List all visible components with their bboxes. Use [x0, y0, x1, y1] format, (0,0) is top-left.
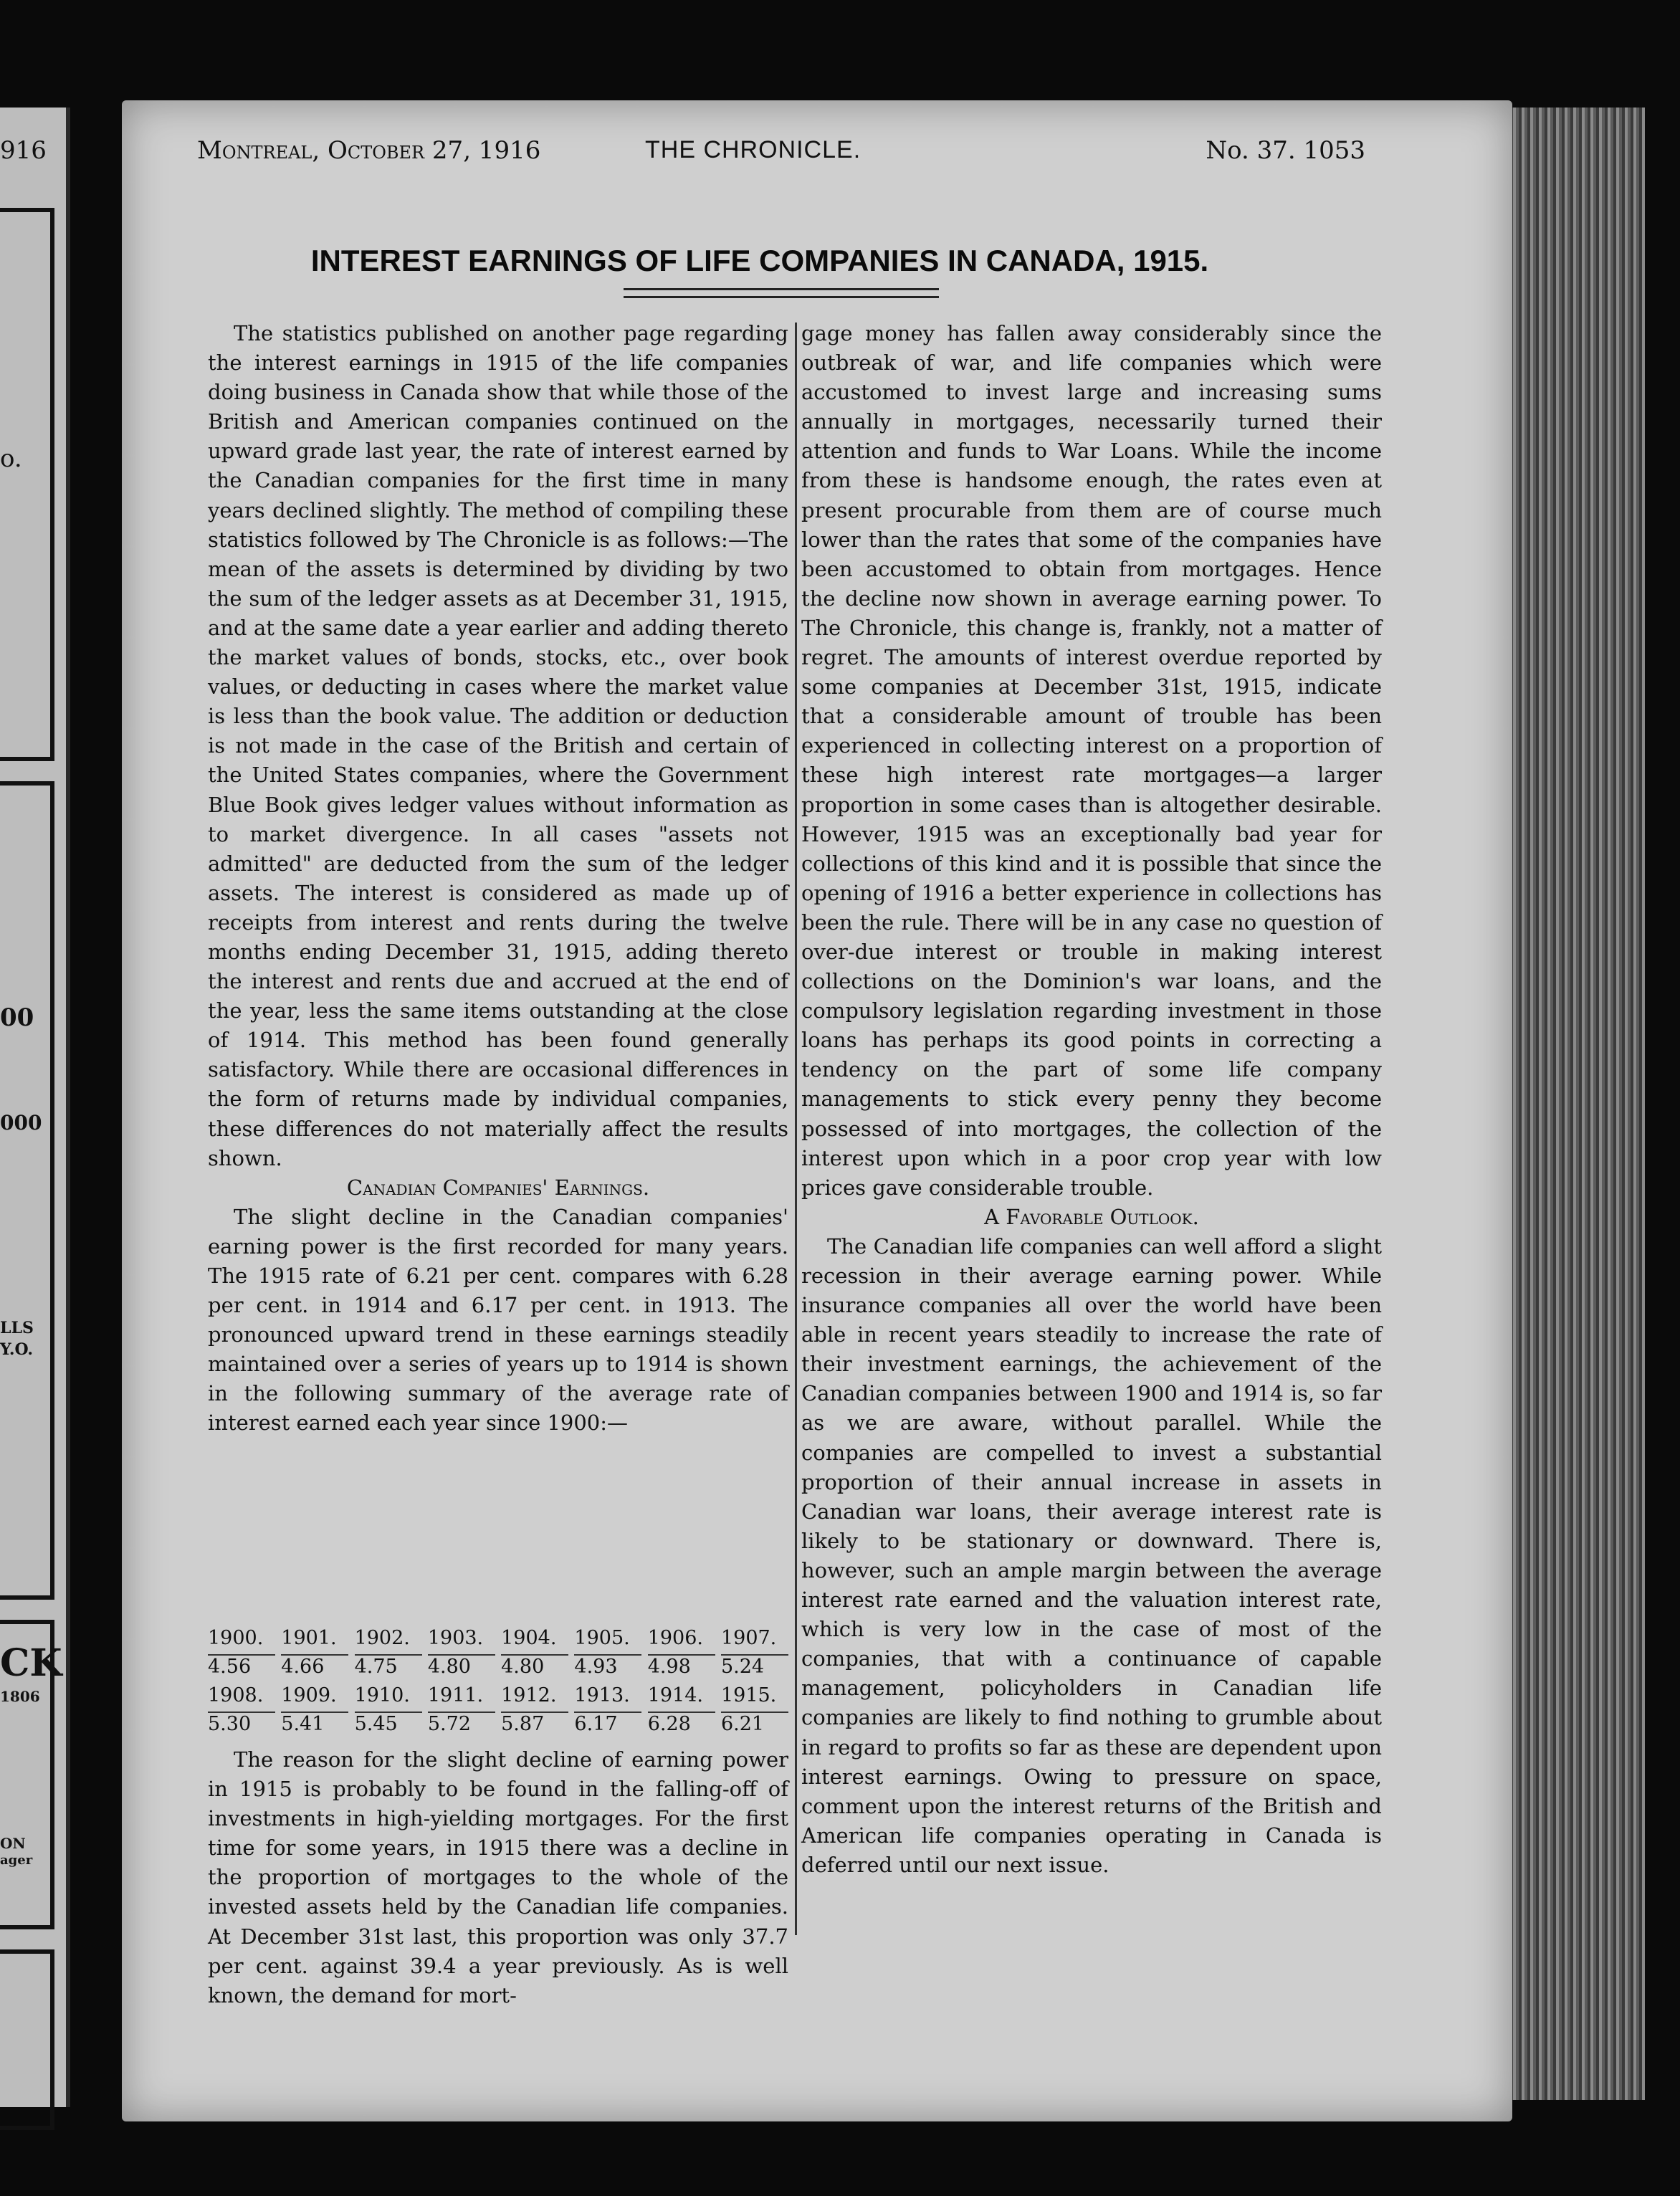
subhead-favorable-outlook: A Favorable Outlook. — [984, 1204, 1199, 1229]
left-frag-text-00: 00 — [0, 1003, 34, 1032]
subhead-canadian-earnings: Canadian Companies' Earnings. — [346, 1175, 650, 1200]
rate-cell: 4.66 — [281, 1656, 325, 1678]
running-header — [197, 136, 1365, 172]
year-cell: 1908. — [208, 1684, 275, 1713]
rates-years-row-2 — [208, 1684, 788, 1713]
left-frag-text-o: o. — [0, 444, 22, 473]
left-frag-page-number: 916 — [0, 136, 47, 165]
rates-years-row-1 — [208, 1627, 788, 1656]
year-cell: 1912. — [501, 1684, 568, 1713]
year-cell: 1915. — [721, 1684, 788, 1713]
year-cell: 1907. — [721, 1627, 788, 1656]
rate-cell: 6.21 — [720, 1713, 765, 1735]
left-frag-box-4 — [0, 1949, 54, 2130]
year-cell: 1911. — [428, 1684, 495, 1713]
book-page-edges — [1502, 108, 1645, 2100]
rate-cell: 4.56 — [208, 1656, 252, 1678]
rate-cell: 4.80 — [501, 1656, 545, 1678]
newspaper-page — [122, 100, 1512, 2121]
left-frag-box-2 — [0, 781, 54, 1600]
year-cell: 1903. — [428, 1627, 495, 1656]
rate-cell: 5.45 — [354, 1713, 398, 1735]
year-cell: 1902. — [355, 1627, 422, 1656]
year-cell: 1914. — [648, 1684, 715, 1713]
left-paragraph-1: The statistics published on another page regarding the interest earnings in 1915 of the life companies doing business in Canada show that while those of the British and American companies continued on the upward grade last year, the rate of interest earned by the Canadian companies for the first time in many years declined slightly. The method of compiling these statistics followed by The Chronicle is as follows:—The mean of the assets is determined by dividing by two the sum of the ledger assets as at December 31, 1915, and at the same date a year earlier and adding thereto the market values of bonds, stocks, etc., over book values, or deducting in cases where the market value is less than the book value. The addition or deduction is not made in the case of the British and certain of the United States companies, where the Government Blue Book gives ledger values without information as to market divergence. In all cases "assets not admitted" are deducted from the sum of the ledger assets. The interest is considered as made up of receipts from interest and rents during the twelve months ending December 31, 1915, adding thereto the interest and rents due and accrued at the end of the year, less the same items outstanding at the close of 1914. This method has been found generally satisfactory. While there are occasional differences in the form of returns made by individual companies, these differences do not materially affect the results shown. — [208, 321, 788, 1170]
header-publication: THE CHRONICLE. — [645, 136, 862, 163]
rate-cell: 6.28 — [647, 1713, 691, 1735]
rate-cell: 5.24 — [720, 1656, 765, 1678]
rates-values-row-1 — [208, 1656, 788, 1684]
left-paragraph-3: The reason for the slight decline of earning power in 1915 is probably to be found in the falling-off of investments in high-yielding mortgages. For the first time for some years, in 1915 there was a decline in the proportion of mortgages to the whole of the invested assets held by the Canadian life companies. At December 31st last, this proportion was only 37.7 per cent. against 39.4 a year previously. As is well known, the demand for mort- — [208, 1747, 788, 2008]
facing-page-fragment — [0, 108, 70, 2107]
rate-cell: 6.17 — [574, 1713, 618, 1735]
year-cell: 1900. — [208, 1627, 275, 1656]
year-cell: 1910. — [355, 1684, 422, 1713]
left-frag-box-1 — [0, 208, 54, 761]
year-cell: 1906. — [648, 1627, 715, 1656]
header-dateline: Montreal, October 27, 1916 — [197, 136, 541, 165]
rate-cell: 4.75 — [354, 1656, 398, 1678]
rate-cell: 5.30 — [208, 1713, 252, 1735]
rate-cell: 5.72 — [427, 1713, 471, 1735]
left-frag-text-ager: ager — [0, 1853, 33, 1868]
left-frag-text-yo: Y.O. — [0, 1340, 34, 1359]
right-paragraph-2: The Canadian life companies can well afford a slight recession in their average earning power. While insurance companies all over the world have been able in recent years steadily to increase the rate of their investment earnings, the achievement of the Canadian companies between 1900 and 1914 is, so far as we are aware, without parallel. While the companies are compelled to invest a substantial proportion of their annual increase in assets in Canadian war loans, their average interest rate is likely to be stationary or downward. There is, however, such an ample margin between the average interest rate earned and the valuation interest rate, which is very low in the case of most of the companies, that with a continuance of capable management, policyholders in Canadian life companies are likely to find nothing to grumble about in regard to profits so far as these are dependent upon interest earnings. Owing to pressure on space, comment upon the interest returns of the British and American life companies operating in Canada is deferred until our next issue. — [801, 1233, 1382, 1877]
year-cell: 1909. — [281, 1684, 348, 1713]
left-frag-text-000: 000 — [0, 1111, 42, 1135]
left-frag-text-on: ON — [0, 1835, 26, 1852]
year-cell: 1905. — [574, 1627, 641, 1656]
rate-cell: 5.87 — [501, 1713, 545, 1735]
interest-rate-table — [208, 1627, 788, 1742]
year-cell: 1904. — [501, 1627, 568, 1656]
left-frag-text-ck: CK — [0, 1641, 62, 1685]
year-cell: 1901. — [281, 1627, 348, 1656]
left-frag-text-1806: 1806 — [0, 1688, 40, 1705]
rate-cell: 5.41 — [281, 1713, 325, 1735]
header-issue-page: No. 37. 1053 — [1206, 136, 1365, 165]
right-column — [801, 319, 1382, 1880]
article-title: INTEREST EARNINGS OF LIFE COMPANIES IN CANADA, 1915. — [310, 244, 1209, 277]
left-column — [208, 319, 788, 1438]
title-rule — [624, 288, 939, 298]
column-rule — [795, 323, 797, 1935]
rate-cell: 4.80 — [427, 1656, 471, 1678]
rates-values-row-2 — [208, 1713, 788, 1742]
rate-cell: 4.98 — [647, 1656, 691, 1678]
rate-cell: 4.93 — [574, 1656, 618, 1678]
left-frag-text-lls: LLS — [0, 1319, 34, 1337]
year-cell: 1913. — [574, 1684, 641, 1713]
right-paragraph-1: gage money has fallen away considerably since the outbreak of war, and life companies which were accustomed to invest large and increasing sums annually in mortgages, necessarily turned their attention and funds to War Loans. While the income from these is handsome enough, the rates even at present procurable from them are of course much lower than the rates that some of the companies have been accustomed to obtain from mortgages. Hence the decline now shown in average earning power. To The Chronicle, this change is, frankly, not a matter of regret. The amounts of interest overdue reported by some companies at December 31st, 1915, indicate that a considerable amount of trouble has been experienced in collecting interest on a proportion of these high interest rate mortgages—a larger proportion in some cases than is altogether desirable. However, 1915 was an exceptionally bad year for collections of this kind and it is possible that since the opening of 1916 a better experience in collections has been the rule. There will be in any case no question of over-due interest or trouble in making interest collections on the Dominion's war loans, and the compulsory legislation regarding investment in those loans has perhaps its good points in correcting a tendency on the part of some life company managements to stick every penny they become possessed of into mortgages, the collection of the interest upon which in a poor crop year with low prices gave considerable trouble. — [801, 321, 1382, 1200]
left-paragraph-2: The slight decline in the Canadian companies' earning power is the first recorded for many years. The 1915 rate of 6.21 per cent. compares with 6.28 per cent. in 1914 and 6.17 per cent. in 1913. The pronounced upward trend in these earnings steadily maintained over a series of years up to 1914 is shown in the following summary of the average rate of interest earned each year since 1900:— — [208, 1204, 788, 1436]
left-column-continued — [208, 1745, 788, 2010]
